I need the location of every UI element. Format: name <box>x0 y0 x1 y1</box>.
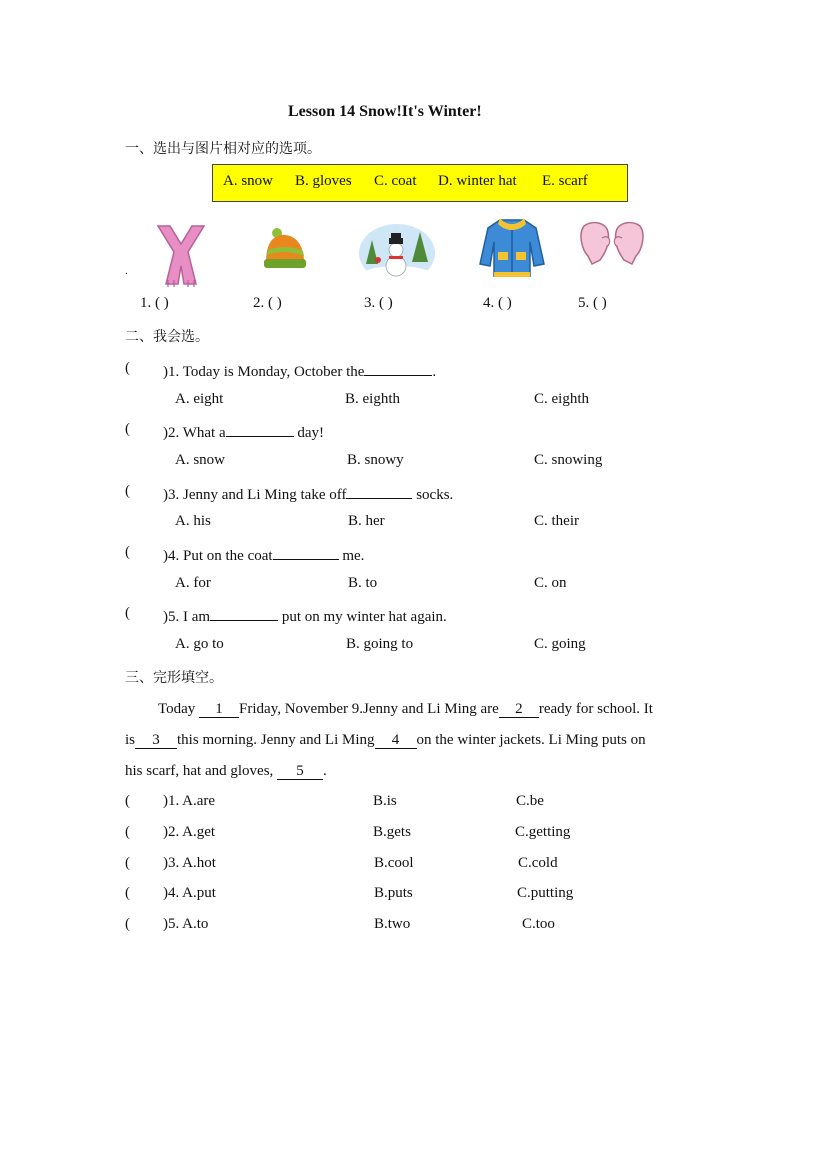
cloze-option-b: B.puts <box>374 885 413 901</box>
option-text: C. going <box>534 636 586 652</box>
picture-blank-2: 2. ( ) <box>253 295 282 311</box>
cloze-option-b: B.cool <box>374 855 414 871</box>
answer-bracket: ( <box>125 483 130 499</box>
picture-blank-1: 1. ( ) <box>140 295 169 311</box>
passage-line-3: his scarf, hat and gloves, 5 . <box>125 763 327 779</box>
option-text: B. going to <box>346 636 414 652</box>
option-text: A. snow <box>175 452 226 468</box>
answer-bracket: ( <box>125 793 130 809</box>
option-text: A. eight <box>175 391 224 407</box>
section3-heading: 三、完形填空。 <box>125 670 223 686</box>
cloze-option-b: B.two <box>374 916 411 932</box>
cloze-option-b: B.gets <box>373 824 411 840</box>
question-stem: )4. Put on the coat me. <box>163 544 364 565</box>
answer-bracket: ( <box>125 421 130 437</box>
cloze-option-a: )3. A.hot <box>163 855 216 871</box>
cloze-option-c: C.too <box>522 916 555 932</box>
picture-blank-4: 4. ( ) <box>483 295 512 311</box>
option-text: B. her <box>348 513 385 529</box>
coat-icon <box>478 214 546 280</box>
option-c: C. coat <box>374 173 417 189</box>
passage-line-1: Today 1 Friday, November 9.Jenny and Li Ming are 2 ready for school. It <box>158 701 653 717</box>
cloze-option-a: )2. A.get <box>163 824 216 840</box>
gloves-icon <box>576 220 648 266</box>
answer-bracket: ( <box>125 544 130 560</box>
option-text: C. their <box>534 513 579 529</box>
section1-heading: 一、选出与图片相对应的选项。 <box>125 141 321 157</box>
question-stem: )1. Today is Monday, October the . <box>163 360 436 381</box>
option-text: B. to <box>348 575 378 591</box>
option-b: B. gloves <box>295 173 352 189</box>
page-title: Lesson 14 Snow!It's Winter! <box>288 103 482 120</box>
option-text: A. his <box>175 513 211 529</box>
option-text: A. go to <box>175 636 224 652</box>
cloze-option-c: C.putting <box>517 885 574 901</box>
answer-bracket: ( <box>125 824 130 840</box>
cloze-option-b: B.is <box>373 793 397 809</box>
option-text: A. for <box>175 575 211 591</box>
section2-heading: 二、我会选。 <box>125 329 209 345</box>
cloze-option-c: C.be <box>516 793 544 809</box>
cloze-option-c: C.getting <box>515 824 571 840</box>
option-text: C. eighth <box>534 391 589 407</box>
option-a: A. snow <box>223 173 274 189</box>
option-text: C. on <box>534 575 567 591</box>
answer-bracket: ( <box>125 360 130 376</box>
winter-hat-icon <box>262 226 308 272</box>
snow-scene-icon <box>358 222 436 284</box>
option-e: E. scarf <box>542 173 588 189</box>
passage-line-2: is 3 this morning. Jenny and Li Ming 4 on the winter jackets. Li Ming puts on <box>125 732 646 748</box>
question-stem: )2. What a day! <box>163 421 324 442</box>
option-text: B. snowy <box>347 452 404 468</box>
option-text: C. snowing <box>534 452 603 468</box>
cloze-option-a: )1. A.are <box>163 793 216 809</box>
stray-mark: . <box>125 265 128 277</box>
question-stem: )3. Jenny and Li Ming take off socks. <box>163 483 453 504</box>
option-d: D. winter hat <box>438 173 517 189</box>
answer-bracket: ( <box>125 605 130 621</box>
cloze-option-c: C.cold <box>518 855 558 871</box>
answer-bracket: ( <box>125 916 130 932</box>
option-text: B. eighth <box>345 391 400 407</box>
scarf-icon <box>152 222 210 288</box>
answer-bracket: ( <box>125 885 130 901</box>
question-stem: )5. I am put on my winter hat again. <box>163 605 447 626</box>
picture-blank-3: 3. ( ) <box>364 295 393 311</box>
cloze-option-a: )5. A.to <box>163 916 209 932</box>
answer-bracket: ( <box>125 855 130 871</box>
options-box <box>212 164 628 202</box>
cloze-option-a: )4. A.put <box>163 885 216 901</box>
picture-blank-5: 5. ( ) <box>578 295 607 311</box>
